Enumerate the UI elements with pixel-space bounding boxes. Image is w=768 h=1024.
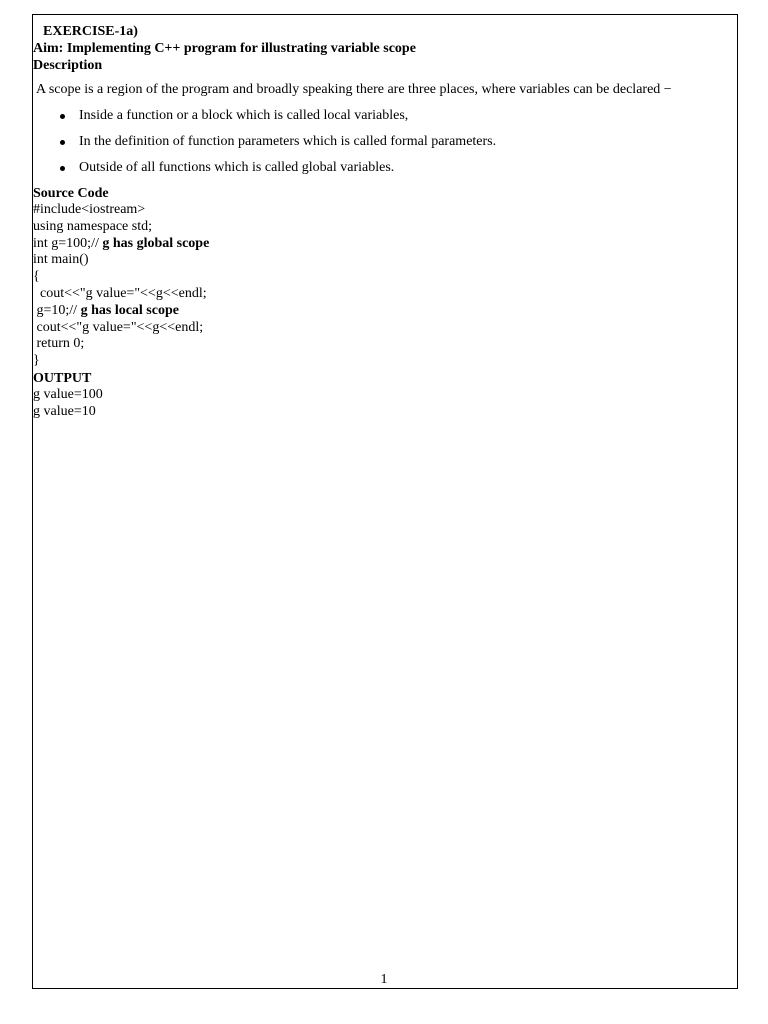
code-line — [33, 252, 737, 269]
page-number: 1 — [380, 972, 388, 987]
code-text: cout<<"g value="<<g<<endl; — [33, 285, 207, 301]
code-line — [33, 236, 737, 253]
description-heading: Description — [33, 58, 103, 73]
list-item — [33, 107, 737, 133]
aim-heading: Aim: Implementing C++ program for illustrating variable scope — [33, 41, 416, 56]
code-text: cout<<"g value="<<g<<endl; — [33, 319, 204, 335]
output-block — [33, 387, 737, 421]
bullet-icon — [60, 140, 65, 145]
code-text: using namespace std; — [33, 218, 152, 234]
code-text: int main() — [33, 252, 89, 268]
source-code-heading: Source Code — [33, 186, 109, 201]
bullet-icon — [60, 114, 65, 119]
source-code-block — [33, 202, 737, 370]
bullet-icon — [60, 166, 65, 171]
code-line — [33, 202, 737, 219]
code-line — [33, 303, 737, 320]
scope-list — [33, 107, 737, 185]
code-text: } — [33, 353, 40, 369]
code-line — [33, 320, 737, 337]
code-line — [33, 286, 737, 303]
document-content — [33, 20, 737, 421]
code-comment: g has global scope — [102, 235, 210, 251]
list-item-text: In the definition of function parameters which is called formal parameters. — [79, 134, 497, 149]
list-item-text: Inside a function or a block which is called local variables, — [79, 108, 409, 123]
output-line: g value=100 — [33, 386, 103, 402]
code-line — [33, 219, 737, 236]
code-text: { — [33, 269, 40, 285]
code-line — [33, 336, 737, 353]
code-text: #include<iostream> — [33, 202, 146, 217]
list-item-text: Outside of all functions which is called global variables. — [79, 160, 395, 175]
exercise-title: EXERCISE-1a) — [43, 24, 138, 39]
code-text: int g=100;// — [33, 235, 103, 251]
output-heading: OUTPUT — [33, 370, 92, 386]
code-comment: g has local scope — [80, 302, 179, 318]
code-line — [33, 353, 737, 370]
code-line — [33, 269, 737, 286]
code-text: g=10;// — [33, 302, 81, 318]
code-text: return 0; — [33, 336, 85, 352]
list-item — [33, 133, 737, 159]
output-line: g value=10 — [33, 403, 96, 419]
description-paragraph: A scope is a region of the program and broadly speaking there are three places, where variables can be declared − — [36, 82, 672, 97]
list-item — [33, 159, 737, 185]
